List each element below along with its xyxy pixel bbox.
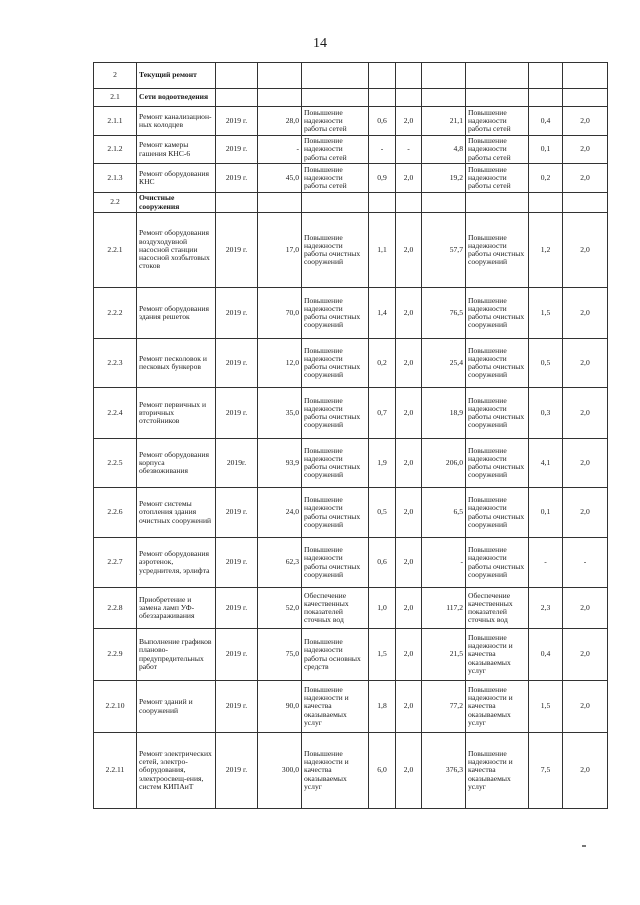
cell-eff1: Обеспечение качественных показателей сточных вод: [302, 588, 369, 629]
cell-eff2: Повышение надежности работы очистных сооружений: [466, 388, 529, 439]
cell-year: 2019 г.: [216, 164, 258, 193]
cell-name: Ремонт электрических сетей, электро-оборудования, электроосвещ-ения, систем КИПАиТ: [137, 733, 216, 809]
scan-mark: [582, 845, 586, 847]
cell-v1: 1,4: [369, 288, 396, 339]
cell-cost: [258, 89, 302, 107]
table-row: [94, 136, 608, 164]
cell-v5: 2,0: [563, 681, 608, 733]
cell-year: 2019 г.: [216, 488, 258, 538]
cell-cost: 90,0: [258, 681, 302, 733]
cell-v5: [563, 89, 608, 107]
cell-cost: 24,0: [258, 488, 302, 538]
cell-v4: 1,5: [529, 288, 563, 339]
cell-name: Ремонт оборудования КНС: [137, 164, 216, 193]
cell-v5: 2,0: [563, 107, 608, 136]
cell-eff1: [302, 193, 369, 213]
repair-plan-table: [93, 62, 608, 809]
cell-v1: 0,9: [369, 164, 396, 193]
cell-year: 2019 г.: [216, 388, 258, 439]
cell-v3: 21,5: [422, 629, 466, 681]
cell-eff2: [466, 89, 529, 107]
cell-eff1: Повышение надежности работы сетей: [302, 136, 369, 164]
cell-eff1: [302, 89, 369, 107]
cell-num: 2.1.3: [94, 164, 137, 193]
cell-num: 2.2.5: [94, 439, 137, 488]
cell-eff2: Повышение надежности работы очистных сооружений: [466, 288, 529, 339]
cell-v2: 2,0: [396, 733, 422, 809]
cell-v1: 1,8: [369, 681, 396, 733]
cell-eff1: Повышение надежности работы очистных сооружений: [302, 213, 369, 288]
cell-v3: 57,7: [422, 213, 466, 288]
cell-eff1: Повышение надежности работы сетей: [302, 107, 369, 136]
cell-cost: 28,0: [258, 107, 302, 136]
cell-cost: [258, 193, 302, 213]
cell-v3: 21,1: [422, 107, 466, 136]
cell-cost: [258, 63, 302, 89]
cell-v5: 2,0: [563, 136, 608, 164]
cell-v3: 76,5: [422, 288, 466, 339]
cell-year: 2019г.: [216, 439, 258, 488]
cell-name: Сети водоотведения: [137, 89, 216, 107]
cell-num: 2.2: [94, 193, 137, 213]
cell-year: 2019 г.: [216, 588, 258, 629]
cell-v4: 4,1: [529, 439, 563, 488]
cell-year: 2019 г.: [216, 136, 258, 164]
cell-name: Ремонт первичных и вторичных отстойников: [137, 388, 216, 439]
cell-v5: 2,0: [563, 288, 608, 339]
cell-v3: [422, 193, 466, 213]
cell-v1: 0,6: [369, 107, 396, 136]
cell-v2: 2,0: [396, 164, 422, 193]
cell-eff1: Повышение надежности и качества оказываемых услуг: [302, 733, 369, 809]
cell-year: 2019 г.: [216, 213, 258, 288]
cell-v3: 376,3: [422, 733, 466, 809]
cell-v5: 2,0: [563, 164, 608, 193]
cell-v1: [369, 89, 396, 107]
cell-cost: 17,0: [258, 213, 302, 288]
cell-year: 2019 г.: [216, 629, 258, 681]
table-row: [94, 488, 608, 538]
table-row: [94, 213, 608, 288]
cell-cost: 93,9: [258, 439, 302, 488]
cell-v5: 2,0: [563, 733, 608, 809]
cell-v4: 0,3: [529, 388, 563, 439]
cell-v4: 1,5: [529, 681, 563, 733]
cell-v3: [422, 89, 466, 107]
cell-v1: 6,0: [369, 733, 396, 809]
cell-eff1: Повышение надежности работы очистных сооружений: [302, 288, 369, 339]
table-row: [94, 733, 608, 809]
cell-num: 2.2.9: [94, 629, 137, 681]
cell-eff2: Обеспечение качественных показателей сточных вод: [466, 588, 529, 629]
cell-v3: 6,5: [422, 488, 466, 538]
cell-num: 2.2.8: [94, 588, 137, 629]
cell-name: Ремонт оборудования аэротенок, усреднителя, эрлифта: [137, 538, 216, 588]
cell-num: 2: [94, 63, 137, 89]
cell-v2: 2,0: [396, 439, 422, 488]
cell-v4: [529, 193, 563, 213]
table-row: [94, 388, 608, 439]
cell-v5: 2,0: [563, 588, 608, 629]
cell-name: Очистные сооружения: [137, 193, 216, 213]
cell-v2: 2,0: [396, 629, 422, 681]
cell-eff2: Повышение надежности работы очистных сооружений: [466, 488, 529, 538]
cell-v1: 0,7: [369, 388, 396, 439]
cell-num: 2.2.6: [94, 488, 137, 538]
cell-v5: 2,0: [563, 339, 608, 388]
cell-year: 2019 г.: [216, 681, 258, 733]
cell-num: 2.2.1: [94, 213, 137, 288]
cell-v4: 0,4: [529, 629, 563, 681]
cell-v2: 2,0: [396, 339, 422, 388]
cell-eff2: Повышение надежности работы очистных сооружений: [466, 213, 529, 288]
cell-v2: 2,0: [396, 107, 422, 136]
cell-year: 2019 г.: [216, 538, 258, 588]
cell-v5: 2,0: [563, 488, 608, 538]
cell-eff2: Повышение надежности работы очистных сооружений: [466, 339, 529, 388]
cell-eff2: Повышение надежности и качества оказываемых услуг: [466, 733, 529, 809]
cell-v2: -: [396, 136, 422, 164]
cell-v2: 2,0: [396, 388, 422, 439]
table-row: [94, 288, 608, 339]
cell-year: [216, 89, 258, 107]
table-row: [94, 538, 608, 588]
cell-eff2: Повышение надежности и качества оказываемых услуг: [466, 681, 529, 733]
cell-eff1: [302, 63, 369, 89]
cell-cost: -: [258, 136, 302, 164]
cell-v4: 0,1: [529, 488, 563, 538]
cell-eff2: Повышение надежности и качества оказываемых услуг: [466, 629, 529, 681]
cell-v2: [396, 89, 422, 107]
cell-v2: 2,0: [396, 288, 422, 339]
cell-v4: 0,5: [529, 339, 563, 388]
cell-v4: [529, 63, 563, 89]
cell-year: [216, 193, 258, 213]
cell-eff1: Повышение надежности работы сетей: [302, 164, 369, 193]
cell-v5: 2,0: [563, 439, 608, 488]
cell-v1: 0,2: [369, 339, 396, 388]
cell-v1: 0,5: [369, 488, 396, 538]
cell-v3: 206,0: [422, 439, 466, 488]
cell-v1: [369, 193, 396, 213]
cell-v1: 1,0: [369, 588, 396, 629]
cell-year: 2019 г.: [216, 107, 258, 136]
cell-v4: [529, 89, 563, 107]
cell-name: Текущий ремонт: [137, 63, 216, 89]
cell-eff2: Повышение надежности работы сетей: [466, 164, 529, 193]
cell-v2: 2,0: [396, 681, 422, 733]
cell-num: 2.2.7: [94, 538, 137, 588]
cell-v4: 0,1: [529, 136, 563, 164]
cell-eff2: Повышение надежности работы сетей: [466, 107, 529, 136]
cell-eff1: Повышение надежности работы основных средств: [302, 629, 369, 681]
cell-v1: 1,5: [369, 629, 396, 681]
table-body: [94, 63, 608, 809]
cell-eff2: [466, 193, 529, 213]
section-row: [94, 63, 608, 89]
cell-name: Ремонт оборудования корпуса обезвоживания: [137, 439, 216, 488]
cell-cost: 52,0: [258, 588, 302, 629]
cell-name: Ремонт оборудования воздуходувной насосной станции насосной хозбытовых стоков: [137, 213, 216, 288]
cell-num: 2.1: [94, 89, 137, 107]
cell-name: Ремонт оборудования здания решеток: [137, 288, 216, 339]
cell-v3: -: [422, 538, 466, 588]
cell-cost: 300,0: [258, 733, 302, 809]
cell-v5: 2,0: [563, 388, 608, 439]
cell-name: Приобретение и замена ламп УФ-обеззараживания: [137, 588, 216, 629]
cell-v4: 2,3: [529, 588, 563, 629]
cell-eff1: Повышение надежности работы очистных сооружений: [302, 388, 369, 439]
cell-eff1: Повышение надежности работы очистных сооружений: [302, 488, 369, 538]
cell-name: Выполнение графиков планово-предупредительных работ: [137, 629, 216, 681]
cell-num: 2.1.1: [94, 107, 137, 136]
cell-v3: 117,2: [422, 588, 466, 629]
cell-num: 2.2.10: [94, 681, 137, 733]
cell-num: 2.2.4: [94, 388, 137, 439]
cell-name: Ремонт песколовок и песковых бункеров: [137, 339, 216, 388]
table-row: [94, 629, 608, 681]
cell-eff1: Повышение надежности работы очистных сооружений: [302, 439, 369, 488]
table-row: [94, 339, 608, 388]
cell-v3: 77,2: [422, 681, 466, 733]
cell-v1: 1,1: [369, 213, 396, 288]
table-row: [94, 681, 608, 733]
cell-v1: [369, 63, 396, 89]
cell-eff1: Повышение надежности работы очистных сооружений: [302, 538, 369, 588]
cell-year: 2019 г.: [216, 733, 258, 809]
table-row: [94, 588, 608, 629]
table-row: [94, 164, 608, 193]
cell-name: Ремонт канализацион-ных колодцев: [137, 107, 216, 136]
cell-eff1: Повышение надежности и качества оказываемых услуг: [302, 681, 369, 733]
cell-year: [216, 63, 258, 89]
cell-v2: 2,0: [396, 588, 422, 629]
cell-name: Ремонт системы отопления здания очистных сооружений: [137, 488, 216, 538]
cell-v3: 19,2: [422, 164, 466, 193]
cell-v5: -: [563, 538, 608, 588]
cell-v1: 0,6: [369, 538, 396, 588]
cell-eff2: Повышение надежности работы сетей: [466, 136, 529, 164]
table-row: [94, 439, 608, 488]
table-row: [94, 107, 608, 136]
section-row: [94, 193, 608, 213]
cell-cost: 62,3: [258, 538, 302, 588]
cell-v5: 2,0: [563, 213, 608, 288]
cell-cost: 75,0: [258, 629, 302, 681]
cell-eff1: Повышение надежности работы очистных сооружений: [302, 339, 369, 388]
cell-v1: -: [369, 136, 396, 164]
cell-num: 2.2.2: [94, 288, 137, 339]
cell-v5: 2,0: [563, 629, 608, 681]
cell-name: Ремонт камеры гашения КНС-6: [137, 136, 216, 164]
cell-v5: [563, 193, 608, 213]
cell-v3: 18,9: [422, 388, 466, 439]
cell-year: 2019 г.: [216, 288, 258, 339]
cell-v4: 0,4: [529, 107, 563, 136]
cell-num: 2.1.2: [94, 136, 137, 164]
cell-cost: 35,0: [258, 388, 302, 439]
cell-v5: [563, 63, 608, 89]
cell-v4: 1,2: [529, 213, 563, 288]
cell-v2: [396, 193, 422, 213]
cell-v2: 2,0: [396, 213, 422, 288]
section-row: [94, 89, 608, 107]
cell-eff2: Повышение надежности работы очистных сооружений: [466, 538, 529, 588]
page-number: 14: [313, 36, 327, 51]
cell-num: 2.2.3: [94, 339, 137, 388]
cell-cost: 45,0: [258, 164, 302, 193]
cell-year: 2019 г.: [216, 339, 258, 388]
cell-v4: 7,5: [529, 733, 563, 809]
cell-eff2: [466, 63, 529, 89]
cell-cost: 12,0: [258, 339, 302, 388]
cell-v3: 25,4: [422, 339, 466, 388]
cell-v3: [422, 63, 466, 89]
cell-v4: -: [529, 538, 563, 588]
cell-v3: 4,8: [422, 136, 466, 164]
cell-v2: 2,0: [396, 538, 422, 588]
cell-v2: [396, 63, 422, 89]
cell-v4: 0,2: [529, 164, 563, 193]
cell-v2: 2,0: [396, 488, 422, 538]
cell-name: Ремонт зданий и сооружений: [137, 681, 216, 733]
cell-v1: 1,9: [369, 439, 396, 488]
cell-num: 2.2.11: [94, 733, 137, 809]
cell-cost: 70,0: [258, 288, 302, 339]
cell-eff2: Повышение надежности работы очистных сооружений: [466, 439, 529, 488]
